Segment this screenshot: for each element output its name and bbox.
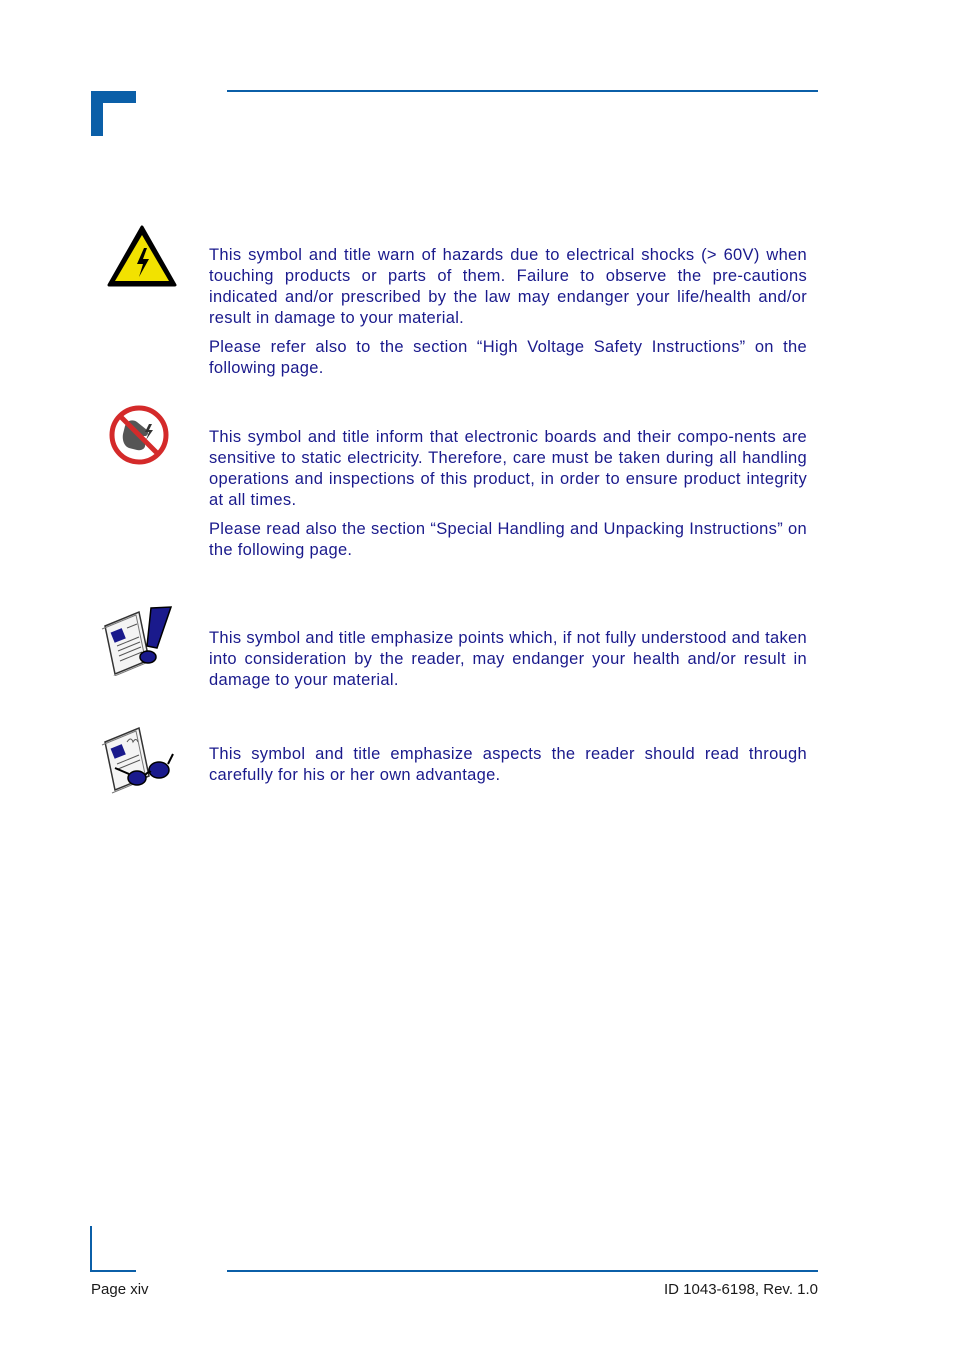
esd-description (209, 427, 807, 569)
header-rule (227, 90, 818, 92)
caution-document-icon (99, 604, 175, 676)
note-description (209, 744, 807, 794)
corner-mark-bottom-horizontal (90, 1270, 136, 1272)
document-id: ID 1043-6198, Rev. 1.0 (664, 1281, 818, 1298)
high-voltage-warning-icon (106, 224, 178, 289)
note-paragraph-1: This symbol and title emphasize aspects the reader should read through carefully for his or her own advantage. (209, 745, 807, 784)
esd-no-touch-icon (109, 404, 169, 466)
high-voltage-paragraph-1: This symbol and title warn of hazards due to electrical shocks (> 60V) when touching products or parts of them. Failure to observe the pre-cautions indicated and/or prescribed by the law may endanger your life/health and/or result in damage to your material. (209, 246, 807, 327)
esd-paragraph-1: This symbol and title inform that electronic boards and their compo-nents are sensitive to static electricity. Therefore, care must be taken during all handling operations and inspections of this product, in order to ensure product integrity at all times. (209, 428, 807, 509)
high-voltage-description (209, 245, 807, 387)
esd-paragraph-2: Please read also the section “Special Handling and Unpacking Instructions” on the following page. (209, 520, 807, 559)
note-glasses-icon (99, 724, 175, 796)
page-number: Page xiv (91, 1281, 149, 1298)
caution-paragraph-1: This symbol and title emphasize points which, if not fully understood and taken into consideration by the reader, may endanger your health and/or result in damage to your material. (209, 629, 807, 689)
corner-mark-top-horizontal (91, 91, 136, 103)
high-voltage-paragraph-2: Please refer also to the section “High Voltage Safety Instructions” on the following page. (209, 338, 807, 377)
footer-rule (227, 1270, 818, 1272)
corner-mark-bottom-vertical (90, 1226, 92, 1272)
caution-description (209, 628, 807, 699)
